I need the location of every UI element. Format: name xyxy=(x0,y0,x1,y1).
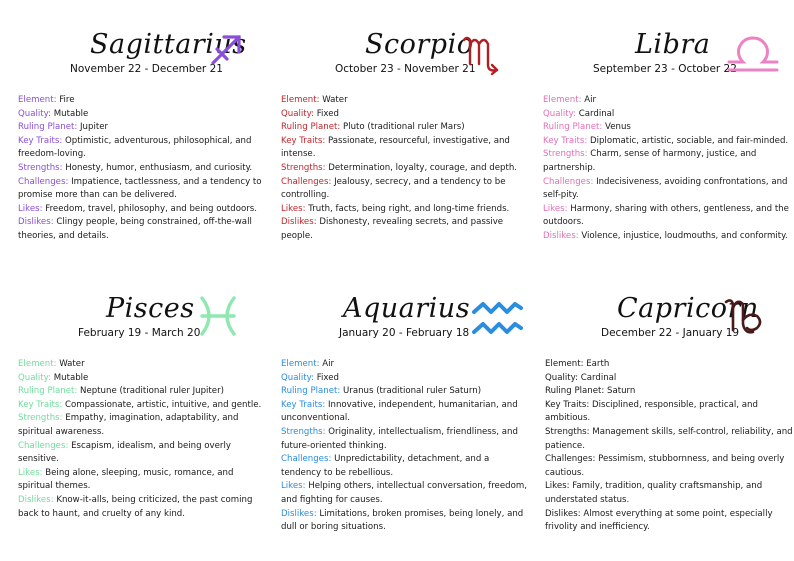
sign-title: Aquarius xyxy=(343,293,471,324)
row-label: Ruling Planet: xyxy=(281,122,341,133)
row-dislikes xyxy=(281,508,531,535)
row-value: Water xyxy=(322,95,348,105)
row-label: Key Traits: xyxy=(18,399,63,410)
row-element xyxy=(281,94,531,108)
row-label: Challenges: xyxy=(543,176,594,187)
row-dislikes xyxy=(281,216,531,243)
row-label: Likes: xyxy=(18,203,43,214)
row-label: Likes: xyxy=(281,481,306,492)
row-label: Key Traits: xyxy=(545,399,590,410)
row-label: Quality: xyxy=(281,108,314,119)
row-value: Unpredictability, detachment, and a tendency to be rebellious. xyxy=(281,454,490,478)
row-value: Water xyxy=(59,359,85,369)
row-label: Element: xyxy=(18,95,57,105)
row-label: Dislikes: xyxy=(18,217,54,228)
row-key-traits xyxy=(545,399,794,426)
row-label: Ruling Planet: xyxy=(545,386,605,397)
row-value: Fixed xyxy=(316,108,339,119)
scorpio-glyph-icon xyxy=(461,32,501,78)
row-label: Element: xyxy=(281,95,320,105)
row-value: Freedom, travel, philosophy, and being outdoors. xyxy=(45,203,257,214)
row-ruling-planet xyxy=(281,385,531,399)
sign-dates: January 20 - February 18 xyxy=(339,327,470,339)
row-ruling-planet xyxy=(18,121,268,135)
row-ruling-planet xyxy=(281,121,531,135)
row-ruling-planet xyxy=(18,385,268,399)
row-label: Ruling Planet: xyxy=(543,122,603,133)
row-quality xyxy=(18,108,268,122)
row-value: Cardinal xyxy=(578,108,615,119)
row-label: Element: xyxy=(281,359,320,369)
row-label: Strengths: xyxy=(543,149,588,160)
row-label: Challenges: xyxy=(281,176,332,187)
row-element xyxy=(545,358,794,372)
row-label: Dislikes: xyxy=(18,494,54,505)
sign-dates: November 22 - December 21 xyxy=(70,63,223,75)
row-dislikes xyxy=(545,508,794,535)
row-dislikes xyxy=(543,230,793,244)
row-label: Quality: xyxy=(18,372,51,383)
row-value: Earth xyxy=(586,359,610,369)
sign-title: Capricorn xyxy=(617,293,759,324)
row-element xyxy=(543,94,793,108)
row-key-traits xyxy=(281,135,531,162)
row-quality xyxy=(18,372,268,386)
row-dislikes xyxy=(18,494,268,521)
row-value: Jupiter xyxy=(80,122,109,133)
row-key-traits xyxy=(543,135,793,149)
row-value: Air xyxy=(584,95,597,105)
row-label: Challenges: xyxy=(18,440,69,451)
row-element xyxy=(18,94,268,108)
row-challenges xyxy=(545,453,794,480)
row-label: Key Traits: xyxy=(18,135,63,146)
row-label: Dislikes: xyxy=(281,508,317,519)
row-label: Dislikes: xyxy=(545,508,581,519)
row-strengths xyxy=(281,162,531,176)
row-value: Family, tradition, quality craftsmanship, and understated status. xyxy=(545,481,763,505)
sign-card-libra xyxy=(543,28,793,241)
row-label: Challenges: xyxy=(545,454,596,465)
row-label: Likes: xyxy=(281,203,306,214)
row-quality xyxy=(543,108,793,122)
row-label: Key Traits: xyxy=(543,135,588,146)
row-value: Helping others, intellectual conversation, freedom, and fighting for causes. xyxy=(281,481,527,505)
row-label: Strengths: xyxy=(18,162,63,173)
row-value: Cardinal xyxy=(580,372,617,383)
row-challenges xyxy=(18,176,268,203)
row-value: Mutable xyxy=(53,108,89,119)
row-ruling-planet xyxy=(543,121,793,135)
row-key-traits xyxy=(281,399,531,426)
row-value: Harmony, sharing with others, gentleness, and the outdoors. xyxy=(543,203,789,228)
sign-dates: October 23 - November 21 xyxy=(335,63,476,75)
sign-card-capricorn xyxy=(545,292,794,533)
row-label: Quality: xyxy=(545,372,578,383)
sign-title: Sagittarius xyxy=(90,29,247,60)
row-value: Management skills, self-control, reliability, and patience. xyxy=(545,426,793,451)
sign-dates: September 23 - October 22 xyxy=(593,63,737,75)
row-value: Being alone, sleeping, music, romance, and spiritual themes. xyxy=(18,467,234,492)
row-label: Ruling Planet: xyxy=(18,122,78,133)
sign-dates: December 22 - January 19 xyxy=(601,327,740,339)
row-key-traits xyxy=(18,135,268,162)
row-label: Challenges: xyxy=(281,454,332,465)
row-quality xyxy=(545,372,794,386)
row-element xyxy=(281,358,531,372)
row-likes xyxy=(18,203,268,217)
capricorn-glyph-icon xyxy=(723,294,767,340)
aquarius-waves-icon xyxy=(471,294,523,338)
sign-title: Pisces xyxy=(106,293,195,324)
row-key-traits xyxy=(18,399,268,413)
row-value: Charm, sense of harmony, justice, and partnership. xyxy=(543,149,757,173)
sign-title: Libra xyxy=(635,29,711,60)
row-value: Innovative, independent, humanitarian, and unconventional. xyxy=(281,399,518,424)
row-value: Determination, loyalty, courage, and depth. xyxy=(328,162,518,173)
row-value: Diplomatic, artistic, sociable, and fair-minded. xyxy=(589,135,789,146)
row-challenges xyxy=(281,453,531,480)
row-element xyxy=(18,358,268,372)
row-label: Likes: xyxy=(18,467,43,478)
row-value: Impatience, tactlessness, and a tendency to promise more than can be delivered. xyxy=(18,176,262,201)
row-strengths xyxy=(281,426,531,453)
row-value: Optimistic, adventurous, philosophical, and freedom-loving. xyxy=(18,135,252,160)
row-label: Strengths: xyxy=(281,162,326,173)
row-strengths xyxy=(545,426,794,453)
row-value: Mutable xyxy=(53,372,89,383)
row-strengths xyxy=(18,162,268,176)
row-quality xyxy=(281,372,531,386)
row-value: Disciplined, responsible, practical, and ambitious. xyxy=(545,399,758,424)
row-value: Jealousy, secrecy, and a tendency to be controlling. xyxy=(281,176,506,201)
row-label: Dislikes: xyxy=(543,230,579,241)
sign-dates: February 19 - March 20 xyxy=(78,327,201,339)
row-value: Venus xyxy=(605,122,631,133)
sign-card-scorpio xyxy=(281,28,531,241)
row-value: Honesty, humor, enthusiasm, and curiosity. xyxy=(65,162,253,173)
row-strengths xyxy=(18,412,268,439)
row-strengths xyxy=(543,148,793,175)
row-value: Truth, facts, being right, and long-time friends. xyxy=(308,203,510,214)
row-label: Quality: xyxy=(281,372,314,383)
row-likes xyxy=(545,480,794,507)
row-value: Dishonesty, revealing secrets, and passive people. xyxy=(281,217,504,241)
row-label: Strengths: xyxy=(18,413,63,424)
row-label: Key Traits: xyxy=(281,399,326,410)
row-value: Passionate, resourceful, investigative, and intense. xyxy=(281,135,510,160)
row-value: Compassionate, artistic, intuitive, and gentle. xyxy=(64,399,262,410)
row-value: Know-it-alls, being criticized, the past coming back to haunt, and cruelty of any kind. xyxy=(18,494,253,519)
row-label: Quality: xyxy=(543,108,576,119)
row-likes xyxy=(543,203,793,230)
pisces-glyph-icon xyxy=(196,294,240,338)
row-likes xyxy=(281,480,531,507)
row-likes xyxy=(281,203,531,217)
row-label: Dislikes: xyxy=(281,217,317,228)
row-challenges xyxy=(543,176,793,203)
row-likes xyxy=(18,467,268,494)
row-value: Saturn xyxy=(607,386,636,397)
row-value: Clingy people, being constrained, off-the-wall theories, and details. xyxy=(18,217,252,241)
row-label: Quality: xyxy=(18,108,51,119)
row-challenges xyxy=(18,440,268,467)
sign-title: Scorpio xyxy=(365,29,474,60)
row-value: Neptune (traditional ruler Jupiter) xyxy=(80,386,224,397)
row-label: Strengths: xyxy=(281,426,326,437)
row-quality xyxy=(281,108,531,122)
row-label: Challenges: xyxy=(18,176,69,187)
row-value: Originality, intellectualism, friendliness, and future-oriented thinking. xyxy=(281,426,518,451)
row-dislikes xyxy=(18,216,268,243)
row-value: Pessimism, stubbornness, and being overly cautious. xyxy=(545,454,785,478)
row-value: Empathy, imagination, adaptability, and spiritual awareness. xyxy=(18,413,239,437)
row-value: Almost everything at some point, especially frivolity and inefficiency. xyxy=(545,508,773,533)
row-value: Uranus (traditional ruler Saturn) xyxy=(343,386,482,397)
sign-card-pisces xyxy=(18,292,268,519)
row-value: Fixed xyxy=(316,372,339,383)
row-value: Violence, injustice, loudmouths, and conformity. xyxy=(581,230,788,241)
row-value: Fire xyxy=(59,95,75,105)
row-ruling-planet xyxy=(545,385,794,399)
row-value: Escapism, idealism, and being overly sensitive. xyxy=(18,440,231,465)
sagittarius-arrow-icon xyxy=(208,32,244,68)
row-label: Ruling Planet: xyxy=(281,386,341,397)
row-label: Element: xyxy=(18,359,57,369)
row-value: Indecisiveness, avoiding confrontations, and self-pity. xyxy=(543,176,788,201)
row-label: Element: xyxy=(545,359,584,369)
row-label: Likes: xyxy=(543,203,568,214)
row-value: Limitations, broken promises, being lonely, and dull or boring situations. xyxy=(281,508,524,533)
row-value: Pluto (traditional ruler Mars) xyxy=(343,122,465,133)
libra-scales-icon xyxy=(727,30,779,74)
row-label: Likes: xyxy=(545,481,570,492)
row-challenges xyxy=(281,176,531,203)
sign-card-aquarius xyxy=(281,292,531,533)
row-label: Strengths: xyxy=(545,426,590,437)
row-label: Key Traits: xyxy=(281,135,326,146)
sign-card-sagittarius xyxy=(18,28,268,241)
row-label: Element: xyxy=(543,95,582,105)
row-label: Ruling Planet: xyxy=(18,386,78,397)
row-value: Air xyxy=(322,359,335,369)
